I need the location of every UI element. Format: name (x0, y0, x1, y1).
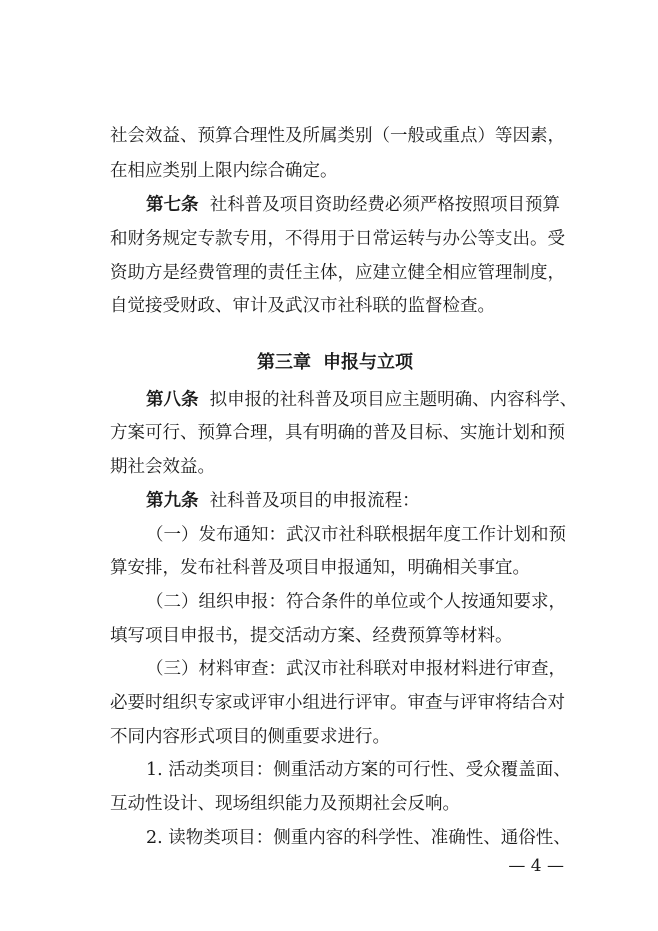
paragraph-line: 自觉接受财政、审计及武汉市社科联的监督检查。 (110, 296, 495, 316)
paragraph-line: 填写项目申报书，提交活动方案、经费预算等材料。 (110, 626, 513, 646)
article-line (146, 489, 560, 513)
article-text: 社科普及项目的申报流程： (209, 491, 420, 511)
paragraph-line: 2. 读物类项目：侧重内容的科学性、准确性、通俗性、 (146, 828, 571, 848)
paragraph-line: （二）组织申报：符合条件的单位或个人按通知要求， (146, 592, 566, 612)
paragraph-line: 在相应类别上限内综合确定。 (110, 161, 338, 181)
article-text: 拟申报的社科普及项目应主题明确、内容科学、 (209, 390, 578, 410)
article-text: 社科普及项目资助经费必须严格按照项目预算 (209, 195, 560, 215)
article-label: 第八条 (146, 390, 199, 410)
article-line (146, 193, 560, 217)
paragraph-line: 方案可行、预算合理，具有明确的普及目标、实施计划和预 (110, 423, 565, 443)
paragraph-line: 必要时组织专家或评审小组进行评审。审查与评审将结合对 (110, 693, 565, 713)
paragraph-line: 资助方是经费管理的责任主体，应建立健全相应管理制度， (110, 263, 565, 283)
chapter-number: 第三章 (257, 352, 311, 373)
chapter-title: 申报与立项 (323, 352, 413, 373)
article-label: 第七条 (146, 195, 199, 215)
paragraph-line: 社会效益、预算合理性及所属类别（一般或重点）等因素， (110, 126, 565, 146)
paragraph-line: 期社会效益。 (110, 457, 215, 477)
chapter-heading (110, 351, 560, 375)
paragraph-line: 和财务规定专款专用，不得用于日常运转与办公等支出。受 (110, 229, 565, 249)
paragraph-line: 1. 活动类项目：侧重活动方案的可行性、受众覆盖面、 (146, 760, 571, 780)
paragraph-line: 互动性设计、现场组织能力及预期社会反响。 (110, 794, 460, 814)
page-number: — 4 — (508, 856, 564, 876)
paragraph-line: 不同内容形式项目的侧重要求进行。 (110, 727, 390, 747)
paragraph-line: （一）发布通知：武汉市社科联根据年度工作计划和预 (146, 525, 566, 545)
paragraph-line: 算安排，发布社科普及项目申报通知，明确相关事宜。 (110, 558, 530, 578)
article-label: 第九条 (146, 491, 199, 511)
article-line (146, 388, 578, 412)
paragraph-line: （三）材料审查：武汉市社科联对申报材料进行审查， (146, 659, 566, 679)
